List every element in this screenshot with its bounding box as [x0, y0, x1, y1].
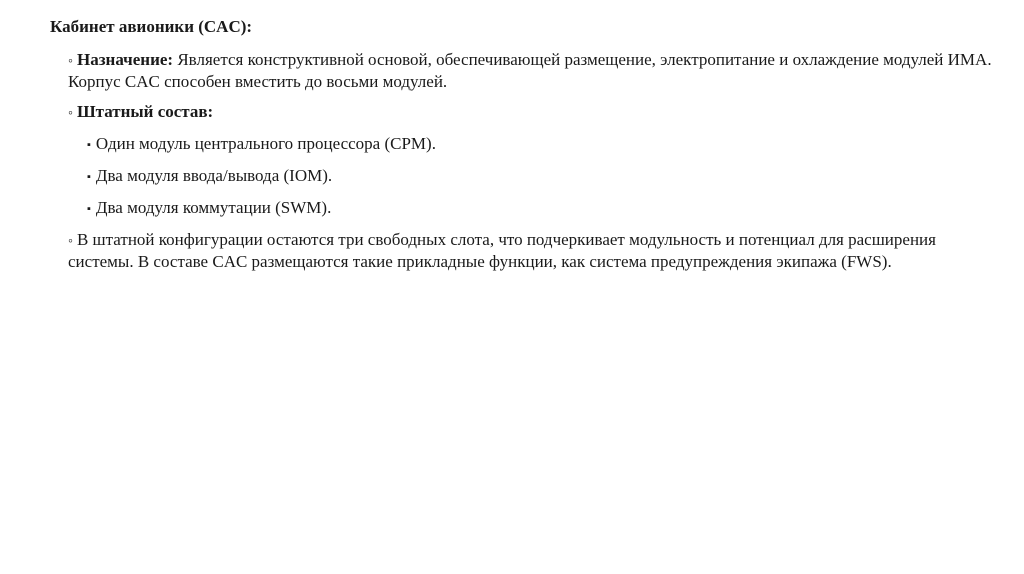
composition-item-text: Два модуля коммутации (SWM). — [95, 198, 332, 217]
purpose-text: Является конструктивной основой, обеспечивающей размещение, электропитание и охлаждение модулей ИМА. Корпус CAC способен вместить до восьми модулей. — [68, 50, 992, 91]
composition-item-text: Один модуль центрального процессора (CPM). — [95, 134, 436, 153]
composition-item-text: Два модуля ввода/вывода (IOM). — [95, 166, 333, 185]
purpose-bullet — [68, 50, 1003, 92]
purpose-label: Назначение: — [76, 50, 174, 69]
square-bullet-icon: ▪ — [87, 139, 91, 151]
composition-bullet — [68, 102, 1003, 124]
composition-item-cpm — [87, 134, 987, 155]
hollow-circle-bullet-icon: ◦ — [68, 234, 73, 249]
config-note-text: В штатной конфигурации остаются три свободных слота, что подчеркивает модульность и потенциал для расширения системы. В составе CAC размещаются такие прикладные функции, как система предупреждения экипажа (FWS). — [68, 230, 936, 271]
composition-label: Штатный состав: — [76, 102, 214, 121]
square-bullet-icon: ▪ — [87, 203, 91, 215]
hollow-circle-bullet-icon: ◦ — [68, 54, 73, 69]
slide-heading: Кабинет авионики (CAC): — [50, 17, 253, 36]
square-bullet-icon: ▪ — [87, 171, 91, 183]
hollow-circle-bullet-icon: ◦ — [68, 106, 73, 121]
composition-item-swm — [87, 198, 987, 219]
config-note-bullet — [68, 230, 1003, 272]
composition-item-iom — [87, 166, 987, 187]
